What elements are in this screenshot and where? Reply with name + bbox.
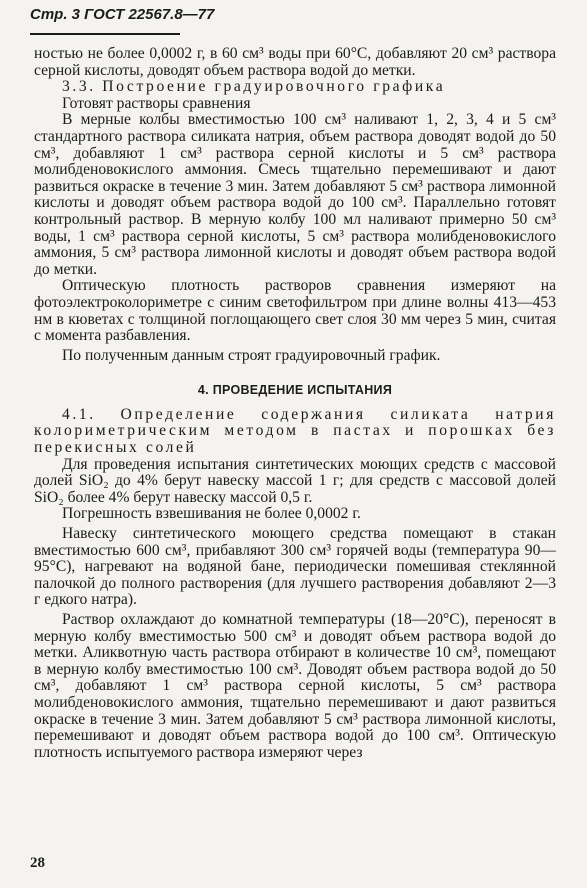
paragraph-sample-mass: Для проведения испытания синтетических моющих средств с массовой долей SiO₂ до 4% берут навеску массой 1 г; для средств с массовой долей SiO₂ более 4% берут навеску массой 0,5 г. [34, 455, 556, 506]
subsection-title-4-1: 4.1. Определение содержания силиката натрия колориметрическим методом в пастах и порошках без перекисных солей [34, 405, 556, 457]
paragraph-weighing-error: Погрешность взвешивания не более 0,0002 г. [62, 505, 361, 523]
subsection-title-3-3: 3.3. Построение градуировочного графика [62, 78, 446, 96]
page-number: 28 [30, 855, 45, 871]
paragraph-optical-density: Оптическую плотность растворов сравнения измеряют на фотоэлектроколориметре с синим светофильтром при длине волны 413—453 нм в кюветах с толщиной поглощающего свет слоя 30 мм через 5 мин, считая с момента разбавления. [34, 277, 556, 345]
section-title-4: 4. ПРОВЕДЕНИЕ ИСПЫТАНИЯ [197, 383, 393, 398]
paragraph-procedure: В мерные колбы вместимостью 100 см³ наливают 1, 2, 3, 4 и 5 см³ стандартного раствора силиката натрия, объем раствора доводят водой до 50 см³, добавляют 1 см³ раствора серной кислоты и 5 см³ раствора молибденовокислого аммония. Смесь тщательно перемешивают и дают развиться окраске в течение 3 мин. Затем добавляют 5 см³ раствора лимонной кислоты и доводят объем раствора водой до 100 см³. Параллельно готовят контрольный раствор. В мерную колбу 100 мл наливают примерно 50 см³ воды, 1 см³ раствора серной кислоты, 5 см³ раствора молибденовокислого аммония, 5 см³ раствора лимонной кислоты и доводят объем раствора водой до метки. [34, 111, 556, 278]
header-rule [30, 33, 180, 35]
paragraph-solutions: Готовят растворы сравнения [62, 94, 251, 112]
page-header: Стр. 3 ГОСТ 22567.8—77 [30, 6, 215, 23]
body-text [34, 46, 556, 761]
paragraph-measurement: Раствор охлаждают до комнатной температуры (18—20°С), переносят в мерную колбу вместимостью 500 см³ и доводят объем раствора водой до метки. Аликвотную часть раствора отбирают в количестве 10 см³, помещают в мерную колбу вместимостью 100 см³. Доводят объем раствора водой до 50 см³, добавляют 1 см³ раствора серной кислоты, 5 см³ раствора молибденовокислого аммония, тщательно перемешивают и дают развиться окраске в течение 3 мин. Затем добавляют 5 см³ раствора лимонной кислоты, перемешивают и доводят объем раствора водой до 100 см³. Оптическую плотность испытуемого раствора измеряют через [34, 611, 556, 761]
paragraph-graph: По полученным данным строят градуировочный график. [62, 346, 441, 364]
paragraph-dissolving: Навеску синтетического моющего средства помещают в стакан вместимостью 600 см³, прибавляют 300 см³ горячей воды (температура 90—95°С), нагревают на водяной бане, периодически помешивая стеклянной палочкой до полного растворения (для лучшего растворения добавляют 2—3 г едкого натра). [34, 525, 556, 609]
paragraph-1: ностью не более 0,0002 г, в 60 см³ воды при 60°С, добавляют 20 см³ раствора серной кислоты, доводят объем раствора водой до метки. [34, 45, 556, 79]
